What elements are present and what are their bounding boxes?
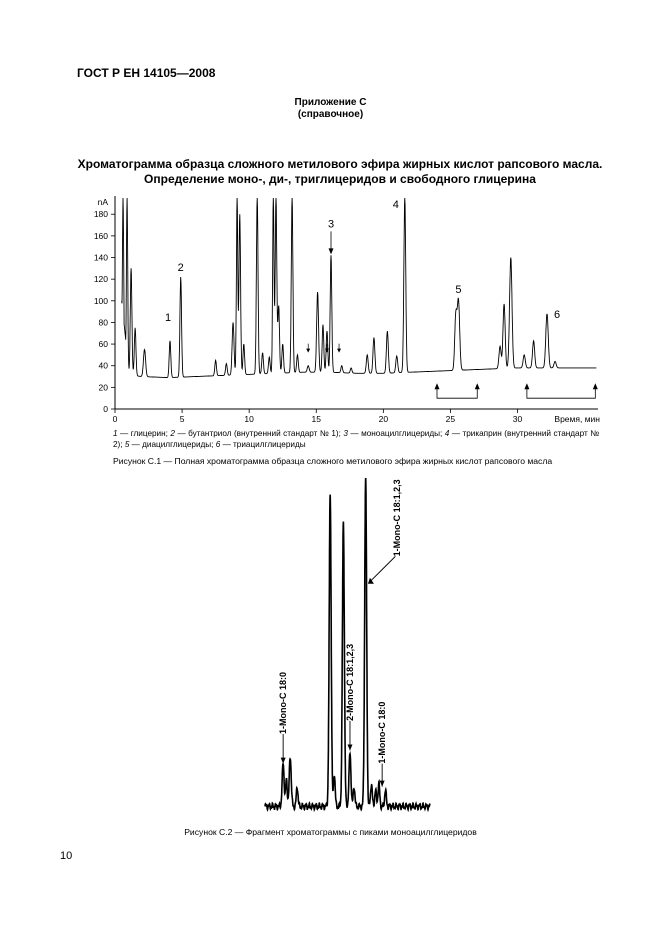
y-tick-label: 180 — [93, 209, 108, 220]
bracket-arrowhead — [435, 383, 440, 389]
y-unit-label: nA — [97, 197, 108, 207]
y-tick-label: 140 — [93, 252, 108, 263]
x-axis-label: Время, мин — [554, 414, 600, 424]
document-standard-number: ГОСТ Р ЕН 14105—2008 — [77, 66, 216, 80]
range-bracket — [527, 385, 595, 398]
range-bracket — [437, 385, 477, 398]
peak-label-4: 4 — [392, 199, 399, 211]
bracket-arrowhead — [593, 383, 598, 389]
page-number: 10 — [60, 850, 73, 862]
chromatogram-chart — [70, 190, 615, 424]
bracket-arrowhead — [524, 383, 529, 389]
figure2-caption: Рисунок С.2 — Фрагмент хроматограммы с пиками моноацилглицеридов — [184, 827, 477, 837]
fragment-trace — [265, 478, 430, 810]
appendix-subtitle: (справочное) — [297, 109, 364, 120]
fragment-label-1: 1-Mono-C 18:0 — [278, 672, 289, 735]
x-tick-label: 30 — [512, 414, 523, 424]
small-arrowhead — [306, 349, 310, 353]
legend-num-4: 4 — [444, 429, 450, 438]
chromatogram-trace — [122, 198, 597, 378]
peak-label-6: 6 — [553, 308, 561, 321]
y-tick-label: 160 — [93, 230, 108, 241]
legend-text-1: — глицерин; — [117, 429, 171, 438]
peak-arrowhead-3 — [329, 248, 334, 254]
figure1-legend — [113, 428, 599, 450]
small-arrowhead — [337, 349, 341, 353]
legend-text-6: — триацилглицериды — [220, 440, 306, 449]
figure1-title-line2: Определение моно-, ди-, триглицеридов и свободного глицерина — [144, 172, 536, 186]
x-tick-label: 0 — [112, 414, 118, 424]
peak-label-1: 1 — [164, 311, 172, 324]
y-tick-label: 80 — [98, 317, 108, 328]
legend-num-6: 6 — [215, 440, 221, 449]
x-tick-label: 15 — [311, 414, 321, 424]
legend-text-5: — диацилглицериды; — [129, 440, 216, 449]
x-tick-label: 25 — [445, 414, 456, 424]
peak-label-5: 5 — [455, 283, 462, 296]
fragment-arrow-2-head — [347, 744, 352, 750]
peak-label-3: 3 — [327, 218, 335, 231]
legend-text-2: — бутантриол (внутренний стандарт № 1); — [174, 429, 344, 438]
x-tick-label: 5 — [179, 414, 185, 424]
y-tick-label: 40 — [98, 360, 108, 371]
legend-num-1: 1 — [113, 429, 118, 438]
fragment-arrow-3-head — [380, 781, 385, 787]
legend-text-4: — трикаприн (внутренний стандарт № 2); — [113, 429, 599, 449]
legend-text-3: — моноацилглицериды; — [347, 429, 445, 438]
appendix-title: Приложение С — [294, 97, 367, 108]
fragment-label-4: 1-Mono-C 18:1,2,3 — [392, 479, 402, 557]
figure1-title-line1: Хроматограмма образца сложного метилового эфира жирных кислот рапсового масла. — [77, 157, 603, 171]
monoacylglyceride-fragment-chart — [255, 478, 440, 818]
legend-num-2: 2 — [170, 429, 175, 438]
fragment-arrow-1-head — [281, 758, 286, 764]
bracket-arrowhead — [475, 383, 480, 389]
legend-num-3: 3 — [343, 429, 348, 438]
figure1-caption: Рисунок С.1 — Полная хроматограмма образца сложного метилового эфира жирных кислот рапсового масла — [113, 456, 553, 466]
fragment-label-2: 2-Mono-C 18:1,2,3 — [344, 643, 355, 721]
fragment-leader-4 — [369, 556, 395, 582]
fragment-label-3: 1-Mono-C 18:0 — [377, 701, 388, 764]
peak-label-2: 2 — [177, 261, 184, 274]
y-tick-label: 60 — [98, 339, 108, 350]
y-tick-label: 20 — [98, 382, 108, 393]
legend-num-5: 5 — [124, 440, 130, 449]
y-tick-label: 100 — [93, 295, 108, 306]
x-tick-label: 20 — [378, 414, 389, 424]
x-tick-label: 10 — [244, 414, 254, 424]
y-tick-label: 0 — [103, 404, 108, 414]
y-tick-label: 120 — [93, 274, 108, 285]
